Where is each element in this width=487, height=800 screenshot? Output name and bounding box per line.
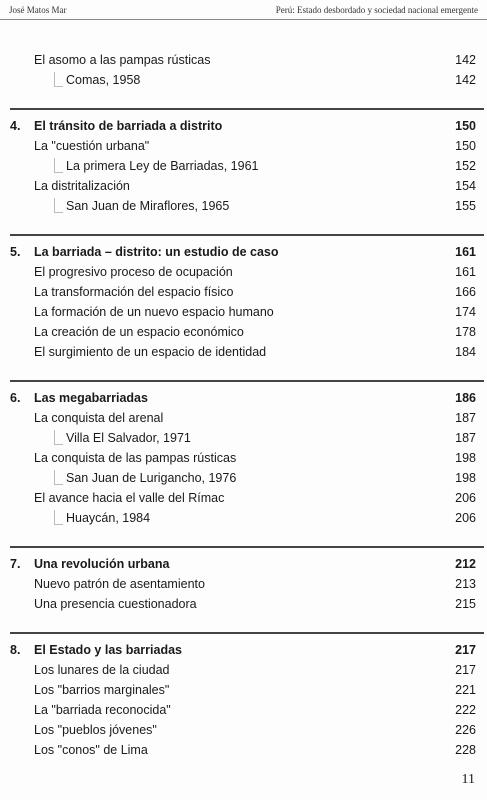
entry-page: 178 xyxy=(455,325,476,339)
entry-page: 161 xyxy=(455,245,476,259)
entry-page: 226 xyxy=(455,723,476,737)
entry-title: La distritalización xyxy=(34,179,130,193)
toc-entry xyxy=(10,322,484,342)
entry-title: La creación de un espacio económico xyxy=(34,325,244,339)
entry-title: Las megabarriadas xyxy=(34,391,148,405)
chapter-number: 8. xyxy=(10,643,21,657)
toc-entry xyxy=(10,700,484,720)
entry-title: Los "barrios marginales" xyxy=(34,683,170,697)
entry-page: 174 xyxy=(455,305,476,319)
toc-entry xyxy=(10,302,484,322)
entry-title: El tránsito de barriada a distrito xyxy=(34,119,223,133)
toc-entry xyxy=(10,660,484,680)
entry-title: El asomo a las pampas rústicas xyxy=(34,53,211,67)
chapter-heading xyxy=(10,242,484,262)
toc-subentry xyxy=(10,70,484,90)
entry-title: Los "pueblos jóvenes" xyxy=(34,723,157,737)
entry-title: La barriada – distrito: un estudio de caso xyxy=(34,245,279,259)
entry-title: Una presencia cuestionadora xyxy=(34,597,197,611)
entry-title: Los lunares de la ciudad xyxy=(34,663,170,677)
subentry-bracket-icon xyxy=(54,510,63,525)
toc-subentry xyxy=(10,156,484,176)
entry-page: 187 xyxy=(455,431,476,445)
toc-entry xyxy=(10,262,484,282)
chapter-heading xyxy=(10,554,484,574)
subentry-bracket-icon xyxy=(54,470,63,485)
entry-title: La formación de un nuevo espacio humano xyxy=(34,305,274,319)
chapter-heading xyxy=(10,116,484,136)
toc-entry xyxy=(10,574,484,594)
entry-title: El surgimiento de un espacio de identidad xyxy=(34,345,267,359)
entry-title: La transformación del espacio físico xyxy=(34,285,234,299)
toc-entry xyxy=(10,680,484,700)
toc-entry xyxy=(10,176,484,196)
entry-page: 228 xyxy=(455,743,476,757)
toc-entry xyxy=(10,448,484,468)
table-of-contents xyxy=(10,50,484,760)
entry-title: Nuevo patrón de asentamiento xyxy=(34,577,205,591)
entry-page: 198 xyxy=(455,451,476,465)
entry-title: Villa El Salvador, 1971 xyxy=(66,431,191,445)
toc-entry xyxy=(10,594,484,614)
toc-entry xyxy=(10,720,484,740)
chapter-number: 4. xyxy=(10,119,21,133)
entry-page: 155 xyxy=(455,199,476,213)
subentry-bracket-icon xyxy=(54,198,63,213)
entry-page: 217 xyxy=(455,643,476,657)
entry-title: Una revolución urbana xyxy=(34,557,170,571)
toc-subentry xyxy=(10,508,484,528)
entry-page: 206 xyxy=(455,511,476,525)
toc-entry xyxy=(10,136,484,156)
entry-title: El avance hacia el valle del Rímac xyxy=(34,491,225,505)
toc-entry xyxy=(10,50,484,70)
subentry-bracket-icon xyxy=(54,72,63,87)
entry-page: 217 xyxy=(455,663,476,677)
entry-title: San Juan de Lurigancho, 1976 xyxy=(66,471,237,485)
entry-page: 187 xyxy=(455,411,476,425)
entry-page: 166 xyxy=(455,285,476,299)
chapter-heading xyxy=(10,388,484,408)
toc-entry xyxy=(10,408,484,428)
chapter-number: 6. xyxy=(10,391,21,405)
entry-title: Huaycán, 1984 xyxy=(66,511,151,525)
toc-entry xyxy=(10,488,484,508)
entry-title: La conquista del arenal xyxy=(34,411,164,425)
entry-page: 213 xyxy=(455,577,476,591)
entry-title: La "barriada reconocida" xyxy=(34,703,171,717)
subentry-bracket-icon xyxy=(54,430,63,445)
entry-title: Los "conos" de Lima xyxy=(34,743,148,757)
toc-subentry xyxy=(10,468,484,488)
entry-page: 186 xyxy=(455,391,476,405)
entry-title: La primera Ley de Barriadas, 1961 xyxy=(66,159,259,173)
entry-page: 221 xyxy=(455,683,476,697)
entry-page: 142 xyxy=(455,53,476,67)
entry-page: 215 xyxy=(455,597,476,611)
entry-page: 150 xyxy=(455,139,476,153)
chapter-number: 5. xyxy=(10,245,21,259)
chapter-number: 7. xyxy=(10,557,21,571)
entry-page: 161 xyxy=(455,265,476,279)
entry-page: 184 xyxy=(455,345,476,359)
entry-page: 142 xyxy=(455,73,476,87)
running-header-author: José Matos Mar xyxy=(9,5,67,15)
entry-page: 154 xyxy=(455,179,476,193)
toc-entry xyxy=(10,282,484,302)
chapter-heading xyxy=(10,640,484,660)
entry-page: 206 xyxy=(455,491,476,505)
page-number: 11 xyxy=(461,772,475,787)
running-header-title: Perú: Estado desbordado y sociedad nacional emergente xyxy=(275,5,478,15)
header-divider xyxy=(0,19,487,20)
entry-title: El progresivo proceso de ocupación xyxy=(34,265,233,279)
toc-subentry xyxy=(10,196,484,216)
entry-title: San Juan de Miraflores, 1965 xyxy=(66,199,230,213)
entry-page: 222 xyxy=(455,703,476,717)
toc-subentry xyxy=(10,428,484,448)
entry-title: Comas, 1958 xyxy=(66,73,141,87)
toc-entry xyxy=(10,740,484,760)
toc-entry xyxy=(10,342,484,362)
entry-title: La "cuestión urbana" xyxy=(34,139,150,153)
entry-page: 212 xyxy=(455,557,476,571)
subentry-bracket-icon xyxy=(54,158,63,173)
entry-title: La conquista de las pampas rústicas xyxy=(34,451,237,465)
entry-title: El Estado y las barriadas xyxy=(34,643,182,657)
entry-page: 150 xyxy=(455,119,476,133)
entry-page: 152 xyxy=(455,159,476,173)
entry-page: 198 xyxy=(455,471,476,485)
